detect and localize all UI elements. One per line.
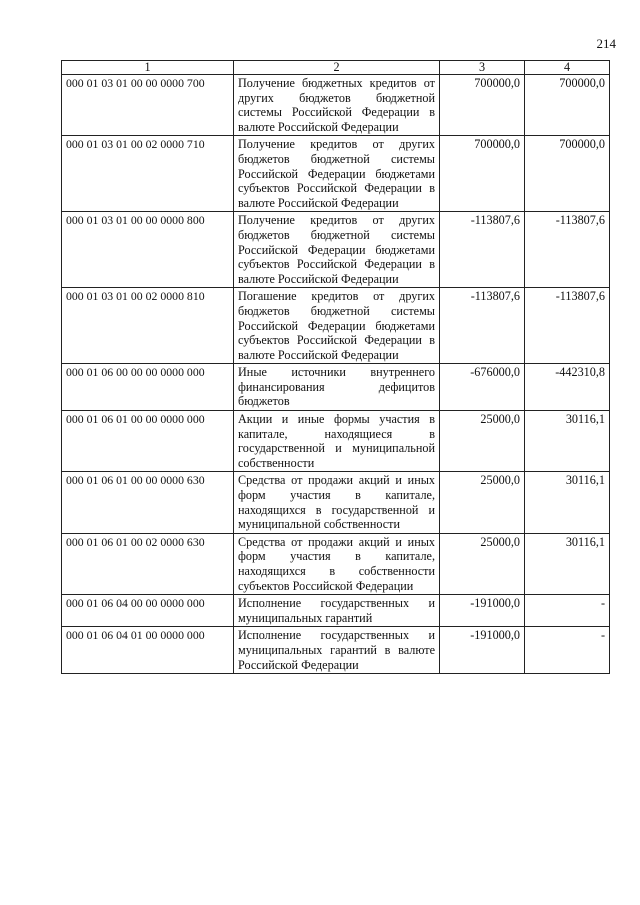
row-code: 000 01 06 00 00 00 0000 000 xyxy=(62,364,234,411)
row-name: Средства от продажи акций и иных форм участия в капитале, находящихся в государственной и муниципальной собственности xyxy=(234,472,440,533)
row-code: 000 01 03 01 00 02 0000 710 xyxy=(62,136,234,212)
row-col3-value: 700000,0 xyxy=(440,136,525,212)
table-row xyxy=(62,364,610,411)
row-name: Средства от продажи акций и иных форм участия в капитале, находящихся в собственности субъектов Российской Федерации xyxy=(234,533,440,594)
row-name: Акции и иные формы участия в капитале, находящиеся в государственной и муниципальной собственности xyxy=(234,411,440,472)
row-name: Иные источники внутреннего финансирования дефицитов бюджетов xyxy=(234,364,440,411)
row-name: Получение бюджетных кредитов от других бюджетов бюджетной системы Российской Федерации в валюте Российской Федерации xyxy=(234,75,440,136)
row-code: 000 01 06 01 00 02 0000 630 xyxy=(62,533,234,594)
row-col4-value: 700000,0 xyxy=(525,136,610,212)
row-col3-value: 25000,0 xyxy=(440,472,525,533)
row-col4-value: -113807,6 xyxy=(525,212,610,288)
row-col3-value: -676000,0 xyxy=(440,364,525,411)
row-col3-value: -113807,6 xyxy=(440,288,525,364)
row-col3-value: 25000,0 xyxy=(440,533,525,594)
row-col4-value: 30116,1 xyxy=(525,472,610,533)
row-name: Получение кредитов от других бюджетов бюджетной системы Российской Федерации бюджетами субъектов Российской Федерации в валюте Российской Федерации xyxy=(234,136,440,212)
row-col4-value: 30116,1 xyxy=(525,411,610,472)
table-row xyxy=(62,136,610,212)
table-row xyxy=(62,212,610,288)
table-row xyxy=(62,411,610,472)
row-name: Получение кредитов от других бюджетов бюджетной системы Российской Федерации бюджетами субъектов Российской Федерации в валюте Российской Федерации xyxy=(234,212,440,288)
table-row xyxy=(62,595,610,627)
row-col3-value: 25000,0 xyxy=(440,411,525,472)
row-name: Погашение кредитов от других бюджетов бюджетной системы Российской Федерации бюджетами субъектов Российской Федерации в валюте Российской Федерации xyxy=(234,288,440,364)
budget-sources-table xyxy=(61,60,610,674)
row-col4-value: -442310,8 xyxy=(525,364,610,411)
table-row xyxy=(62,533,610,594)
row-code: 000 01 03 01 00 00 0000 700 xyxy=(62,75,234,136)
table-header-row xyxy=(62,61,610,75)
row-name: Исполнение государственных и муниципальных гарантий в валюте Российской Федерации xyxy=(234,627,440,674)
row-code: 000 01 06 04 01 00 0000 000 xyxy=(62,627,234,674)
table-row xyxy=(62,472,610,533)
row-code: 000 01 06 01 00 00 0000 630 xyxy=(62,472,234,533)
row-name: Исполнение государственных и муниципальных гарантий xyxy=(234,595,440,627)
table-row xyxy=(62,627,610,674)
column-header-1: 1 xyxy=(62,61,234,75)
column-header-3: 3 xyxy=(440,61,525,75)
row-col4-value: - xyxy=(525,627,610,674)
page-number: 214 xyxy=(596,36,616,51)
row-col4-value: 30116,1 xyxy=(525,533,610,594)
table-row xyxy=(62,288,610,364)
row-col4-value: - xyxy=(525,595,610,627)
row-col4-value: -113807,6 xyxy=(525,288,610,364)
column-header-4: 4 xyxy=(525,61,610,75)
row-code: 000 01 03 01 00 02 0000 810 xyxy=(62,288,234,364)
row-col3-value: -191000,0 xyxy=(440,595,525,627)
row-col3-value: 700000,0 xyxy=(440,75,525,136)
row-col3-value: -113807,6 xyxy=(440,212,525,288)
table-row xyxy=(62,75,610,136)
row-code: 000 01 06 04 00 00 0000 000 xyxy=(62,595,234,627)
row-code: 000 01 06 01 00 00 0000 000 xyxy=(62,411,234,472)
row-col3-value: -191000,0 xyxy=(440,627,525,674)
row-code: 000 01 03 01 00 00 0000 800 xyxy=(62,212,234,288)
row-col4-value: 700000,0 xyxy=(525,75,610,136)
column-header-2: 2 xyxy=(234,61,440,75)
